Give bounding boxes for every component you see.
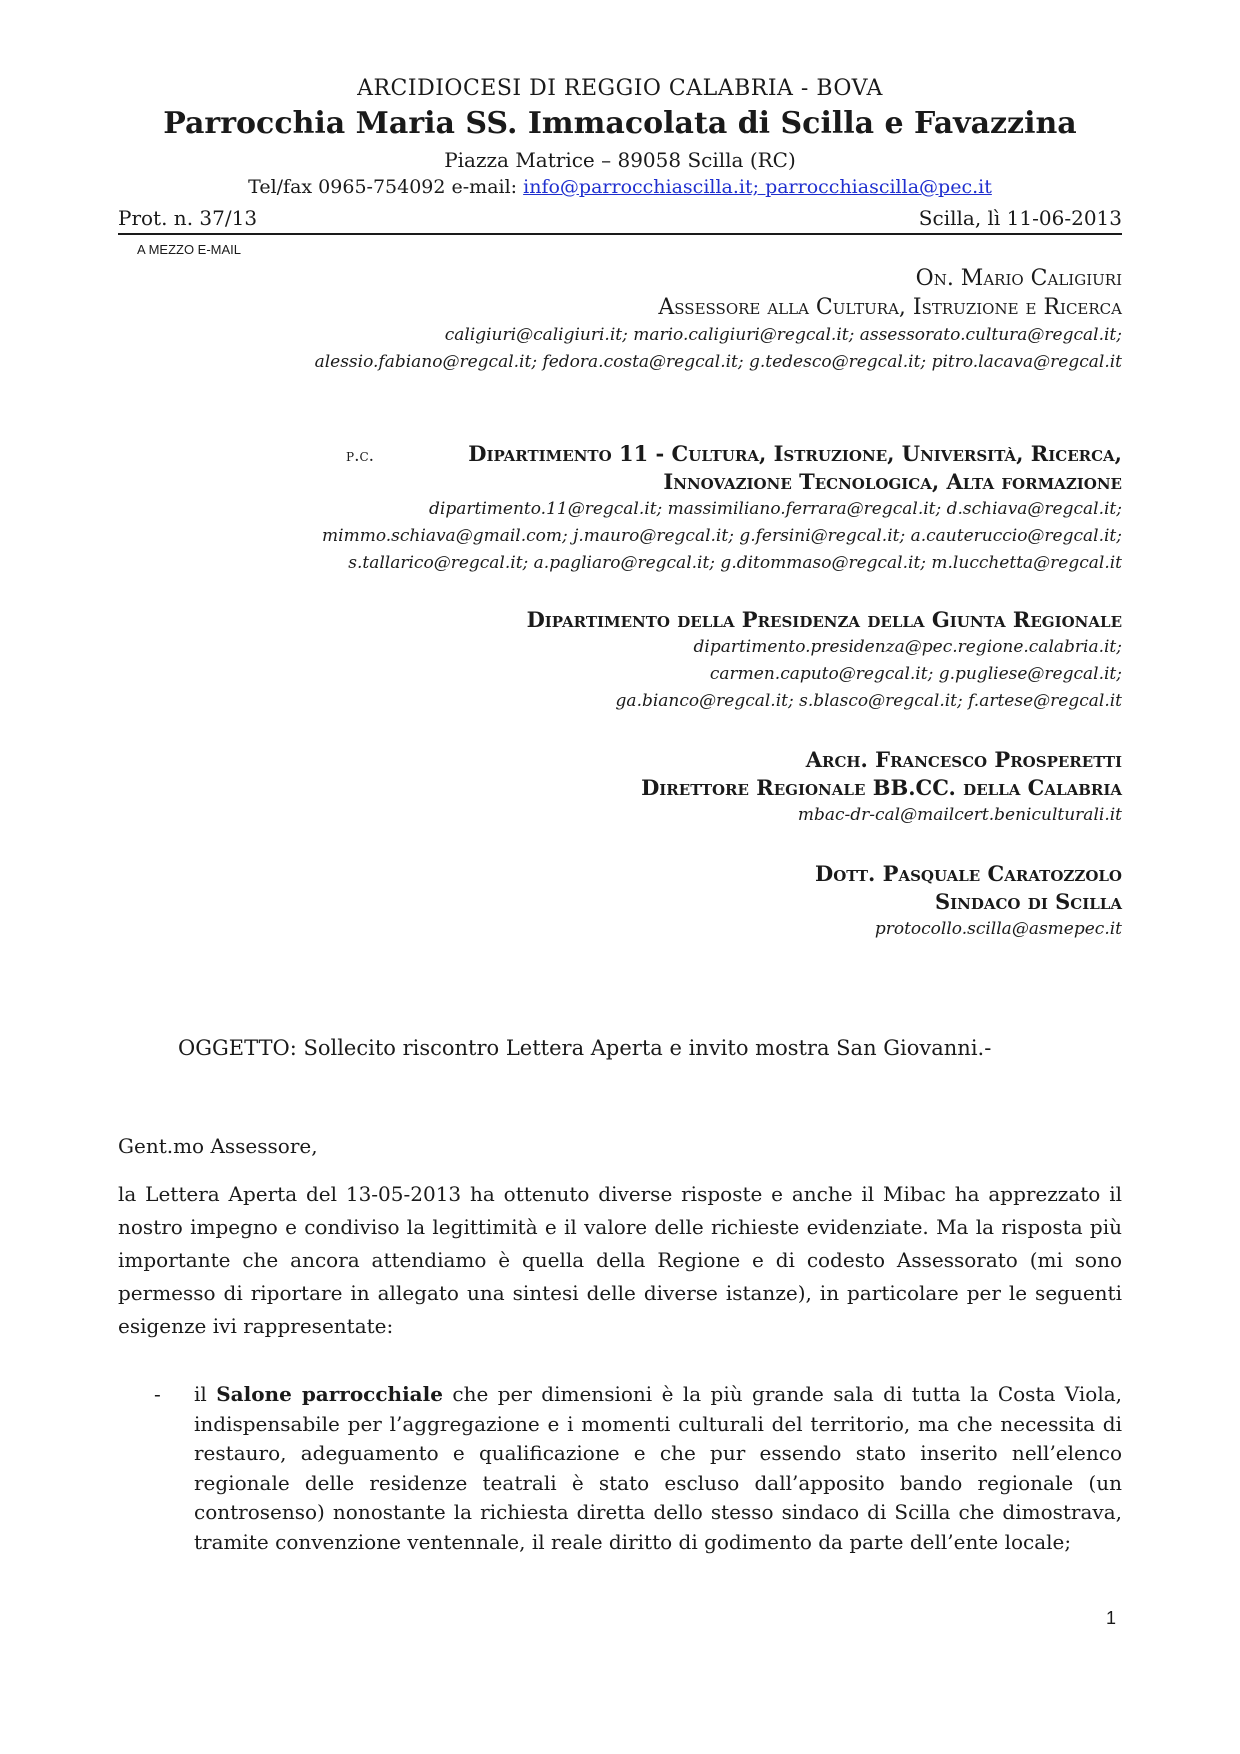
- recipient-name: On. Mario Caligiuri: [915, 266, 1122, 291]
- subject-line: OGGETTO: Sollecito riscontro Lettera Aperta e invito mostra San Giovanni.-: [178, 1036, 992, 1060]
- body-paragraph: la Lettera Aperta del 13-05-2013 ha ottenuto diverse risposte e anche il Mibac ha apprezzato il nostro impegno e condiviso la legittimità e il valore delle richieste evidenziate. Ma la risposta più importante che ancora attendiamo è quella della Regione e di codesto Assessorato (mi sono permesso di riportare in allegato una sintesi delle diverse istanze), in particolare per le seguenti esigenze ivi rappresentate:: [118, 1182, 1122, 1338]
- protocol-row: [118, 206, 1122, 235]
- recipient-role: Assessore alla Cultura, Istruzione e Ricerca: [658, 295, 1122, 320]
- bullet-dash: -: [154, 1382, 161, 1406]
- parish-title: Parrocchia Maria SS. Immacolata di Scilla e Favazzina: [163, 106, 1077, 141]
- list-item: [118, 1380, 1122, 1557]
- recipient-emails: ga.bianco@regcal.it; s.blasco@regcal.it; f.artese@regcal.it: [615, 691, 1122, 711]
- recipient-emails: s.tallarico@regcal.it; a.pagliaro@regcal.it; g.ditommaso@regcal.it; m.lucchetta@regcal.it: [348, 553, 1122, 573]
- recipient-name-cont: Innovazione Tecnologica, Alta formazione: [663, 469, 1122, 494]
- phone-label: Tel/fax 0965-754092 e-mail:: [248, 176, 524, 198]
- recipient-email: mbac-dr-cal@mailcert.beniculturali.it: [797, 805, 1122, 825]
- parish-contacts: [0, 176, 1240, 198]
- recipient-name: Dott. Pasquale Caratozzolo: [814, 861, 1122, 886]
- bullet-body: che per dimensioni è la più grande sala di tutta la Costa Viola, indispensabile per l’aggregazione e i momenti culturali del territorio, ma che necessita di restauro, adeguamento e qualificazione e che pur essendo stato inserito nell’elenco regionale delle residenze teatrali è stato escluso dall’apposito bando regionale (un controsenso) nonostante la richiesta diretta dello stesso sindaco di Scilla che dimostrava, tramite convenzione ventennale, il reale diritto di godimento da parte dell’ente locale;: [194, 1382, 1123, 1554]
- delivery-note: A MEZZO E-MAIL: [137, 242, 242, 257]
- diocese-heading: ARCIDIOCESI DI REGGIO CALABRIA - BOVA: [357, 76, 883, 101]
- recipient-emails: alessio.fabiano@regcal.it; fedora.costa@regcal.it; g.tedesco@regcal.it; pitro.lacava@regcal.it: [314, 352, 1122, 372]
- recipient-emails: mimmo.schiava@gmail.com; j.mauro@regcal.it; g.fersini@regcal.it; a.cauteruccio@regcal.it;: [322, 526, 1122, 546]
- recipient-presidenza: [527, 606, 1122, 715]
- bullet-bold-term: Salone parrocchiale: [216, 1382, 443, 1406]
- email-link[interactable]: info@parrocchiascilla.it; parrocchiascilla@pec.it: [523, 176, 992, 198]
- recipient-emails: carmen.caputo@regcal.it; g.pugliese@regcal.it;: [709, 664, 1122, 684]
- recipient-email: protocollo.scilla@asmepec.it: [874, 919, 1122, 939]
- parish-address: Piazza Matrice – 89058 Scilla (RC): [444, 148, 796, 172]
- recipient-emails: dipartimento.presidenza@pec.regione.calabria.it;: [693, 637, 1122, 657]
- recipient-emails: dipartimento.11@regcal.it; massimiliano.ferrara@regcal.it; d.schiava@regcal.it;: [429, 499, 1122, 519]
- recipient-role: Sindaco di Scilla: [934, 889, 1122, 914]
- recipient-role: Direttore Regionale BB.CC. della Calabria: [641, 775, 1122, 800]
- bullet-text: [194, 1380, 1122, 1557]
- protocol-number: Prot. n. 37/13: [118, 206, 258, 230]
- recipient-name: Arch. Francesco Prosperetti: [805, 747, 1122, 772]
- recipient-dipartimento-11: [322, 440, 1122, 577]
- pc-label: p.c.: [346, 446, 375, 466]
- page-number: 1: [1106, 1608, 1117, 1628]
- recipient-name: Dipartimento della Presidenza della Giunta Regionale: [526, 607, 1122, 632]
- recipient-sindaco: [815, 860, 1122, 943]
- recipient-name: Dipartimento 11 - Cultura, Istruzione, Università, Ricerca,: [468, 441, 1122, 466]
- recipient-assessore: [315, 264, 1122, 376]
- greeting: Gent.mo Assessore,: [118, 1134, 318, 1158]
- recipient-direttore: [641, 746, 1122, 829]
- bullet-prefix: il: [194, 1382, 217, 1406]
- recipient-emails: caligiuri@caligiuri.it; mario.caligiuri@regcal.it; assessorato.cultura@regcal.it;: [444, 325, 1122, 345]
- place-date: Scilla, lì 11-06-2013: [918, 206, 1122, 230]
